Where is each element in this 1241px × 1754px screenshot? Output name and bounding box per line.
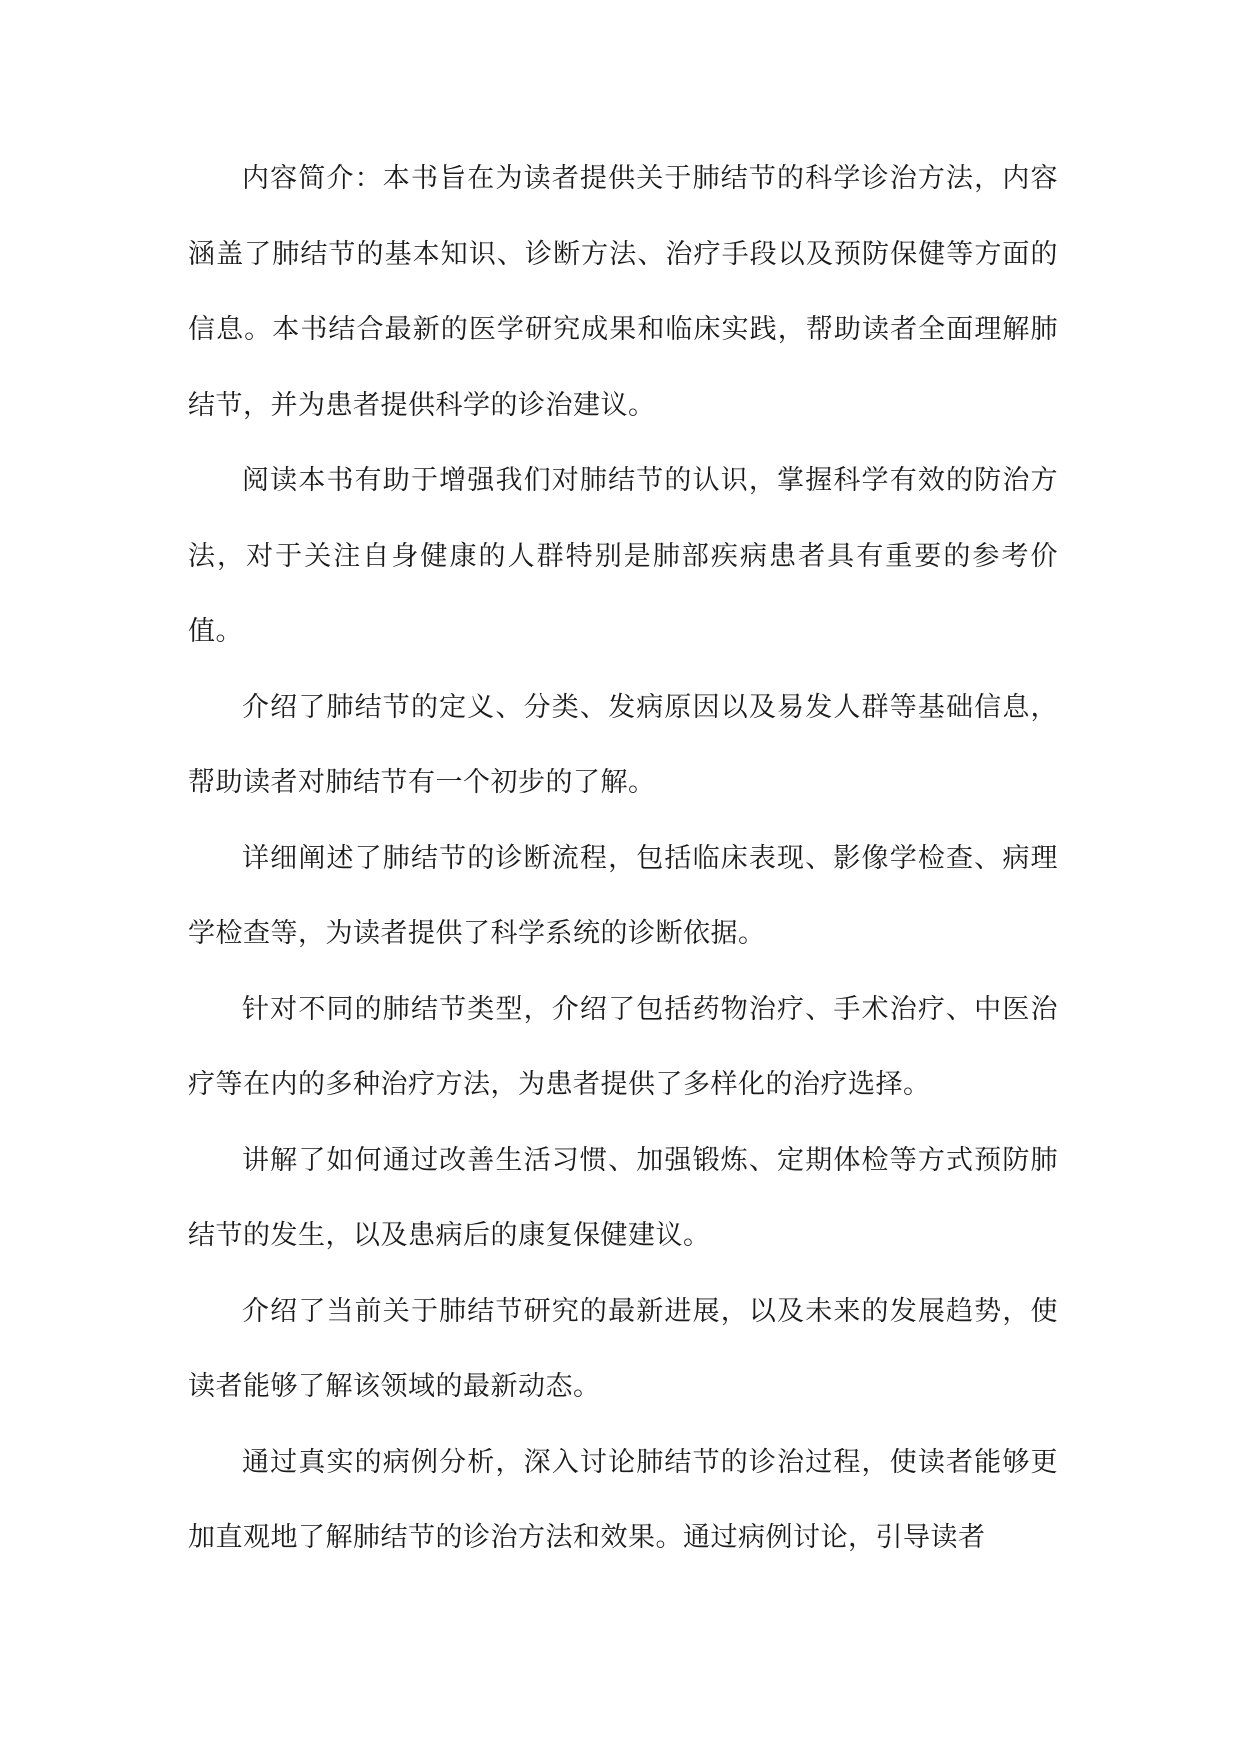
paragraph-research-progress: 介绍了当前关于肺结节研究的最新进展，以及未来的发展趋势，使读者能够了解该领域的最新动态。 xyxy=(188,1295,1058,1402)
paragraph-basics: 介绍了肺结节的定义、分类、发病原因以及易发人群等基础信息，帮助读者对肺结节有一个初步的了解。 xyxy=(188,691,1058,798)
paragraph-prevention: 讲解了如何通过改善生活习惯、加强锻炼、定期体检等方式预防肺结节的发生，以及患病后的康复保健建议。 xyxy=(188,1144,1058,1251)
paragraph-intro: 内容简介：本书旨在为读者提供关于肺结节的科学诊治方法，内容涵盖了肺结节的基本知识、诊断方法、治疗手段以及预防保健等方面的信息。本书结合最新的医学研究成果和临床实践，帮助读者全面理解肺结节，并为患者提供科学的诊治建议。 xyxy=(188,163,1058,421)
paragraph-treatment: 针对不同的肺结节类型，介绍了包括药物治疗、手术治疗、中医治疗等在内的多种治疗方法，为患者提供了多样化的治疗选择。 xyxy=(188,993,1058,1100)
document-body xyxy=(188,141,1058,1576)
paragraph-reading-value: 阅读本书有助于增强我们对肺结节的认识，掌握科学有效的防治方法，对于关注自身健康的人群特别是肺部疾病患者具有重要的参考价值。 xyxy=(188,465,1058,647)
paragraph-diagnosis: 详细阐述了肺结节的诊断流程，包括临床表现、影像学检查、病理学检查等，为读者提供了科学系统的诊断依据。 xyxy=(188,842,1058,949)
paragraph-case-analysis: 通过真实的病例分析，深入讨论肺结节的诊治过程，使读者能够更加直观地了解肺结节的诊治方法和效果。通过病例讨论，引导读者 xyxy=(188,1446,1058,1553)
